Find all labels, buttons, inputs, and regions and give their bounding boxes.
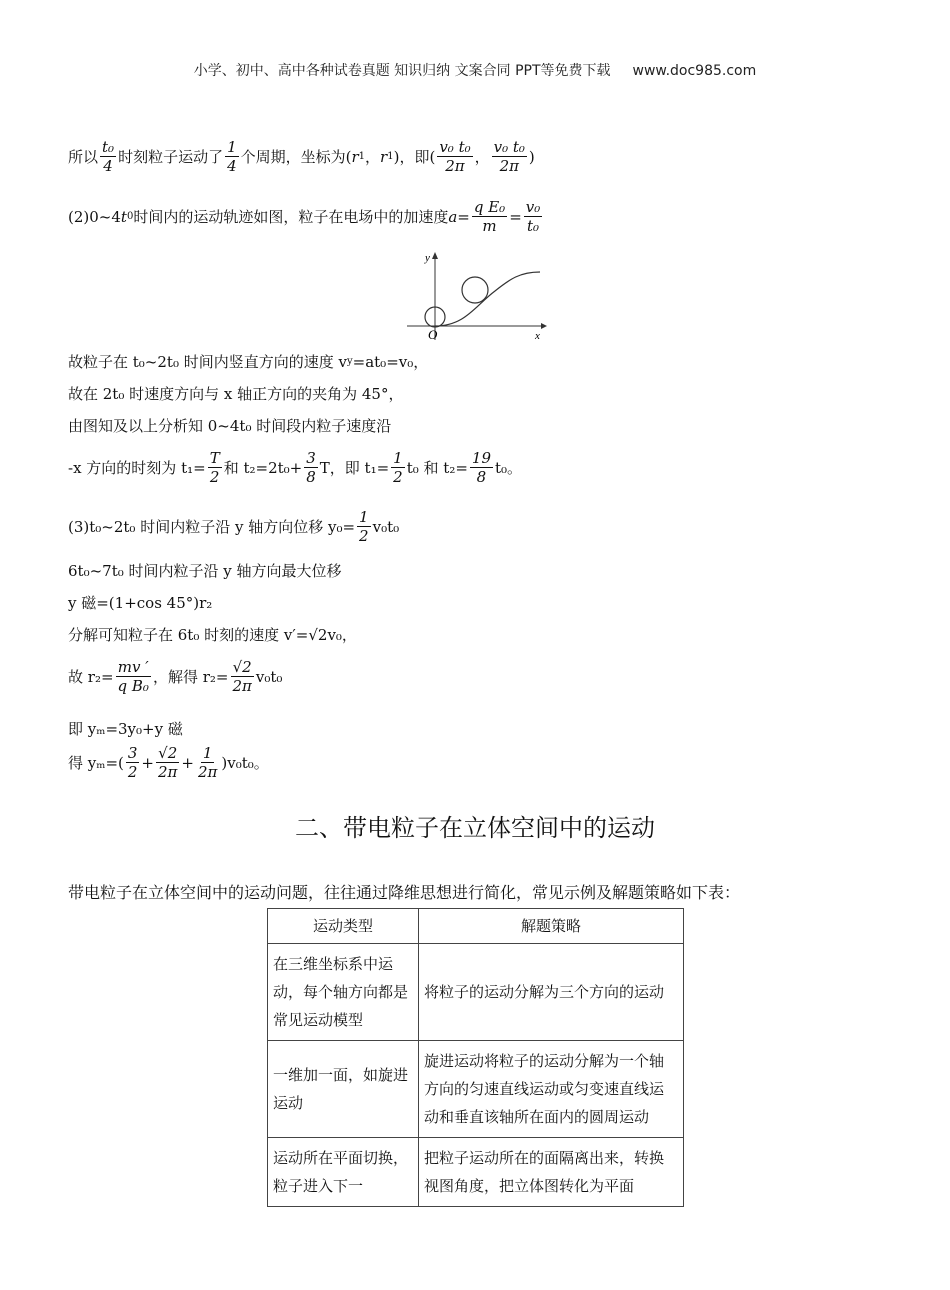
solution-line-3: 故粒子在 t₀~2t₀ 时间内竖直方向的速度 v y =at₀=v₀， — [68, 353, 429, 371]
solution-line-2: (2)0~4 t 0 时间内的运动轨迹如图，粒子在电场中的加速度 a = $\frac{\text{q E₀}}{m}$ = $\frac{\text{v₀}}{\text{t₀}}$ — [68, 198, 541, 235]
section-title: 二、带电粒子在立体空间中的运动 — [295, 814, 655, 842]
trajectory-figure — [405, 246, 550, 342]
trajectory-curve — [435, 272, 540, 326]
y-label: y — [425, 252, 430, 264]
fraction-v0t0-2pi: $\frac{\text{v₀ t₀}}{2\pi}$ — [439, 138, 471, 175]
text: (2)0~4 — [68, 207, 121, 226]
fraction-19-8: $\frac{19}{8}$ — [471, 449, 491, 486]
y-axis-arrow — [432, 252, 438, 259]
fraction-3-2: $\frac{3}{2}$ — [127, 744, 138, 781]
text: 时间内的运动轨迹如图，粒子在电场中的加速度 — [133, 207, 449, 226]
solution-line-10: 分解可知粒子在 6t₀ 时刻的速度 v′=√2v₀， — [68, 626, 357, 644]
table-cell: 旋进运动将粒子的运动分解为一个轴方向的匀速直线运动或匀变速直线运动和垂直该轴所在面内的圆周运动 — [419, 1041, 684, 1138]
header-url[interactable]: www.doc985.com — [632, 63, 757, 79]
table-cell: 在三维坐标系中运动，每个轴方向都是常见运动模型 — [268, 944, 419, 1041]
fraction-t0-4: $\frac{\text{t₀}}{4}$ — [102, 138, 115, 175]
solution-line-5: 由图知及以上分析知 0~4t₀ 时间段内粒子速度沿 — [68, 417, 392, 435]
fraction-sqrt2-2pi: $\frac{√2}{2\pi}$ — [232, 658, 252, 695]
table-row — [268, 1138, 684, 1207]
text: ， — [474, 147, 490, 166]
solution-line-13: 得 yₘ=( $\frac{3}{2}$ + $\frac{√2}{2\pi}$ + $\frac{1}{2\pi}$ )v₀t₀。 — [68, 744, 269, 781]
solution-line-7: (3)t₀~2t₀ 时间内粒子沿 y 轴方向位移 y₀= $\frac{1}{2}$ v₀t₀ — [68, 508, 400, 545]
table-cell: 一维加一面，如旋进运动 — [268, 1041, 419, 1138]
solution-line-4: 故在 2t₀ 时速度方向与 x 轴正方向的夹角为 45°， — [68, 385, 404, 403]
table-header-row — [268, 909, 684, 944]
fraction-v0t0-2pi-2: $\frac{\text{v₀ t₀}}{2\pi}$ — [493, 138, 525, 175]
fraction-v0-t0: $\frac{\text{v₀}}{\text{t₀}}$ — [525, 198, 541, 235]
solution-line-8: 6t₀~7t₀ 时间内粒子沿 y 轴方向最大位移 — [68, 562, 342, 580]
table-header: 解题策略 — [419, 909, 684, 944]
solution-line-6: -x 方向的时刻为 t₁= $\frac{T}{2}$ 和 t₂=2t₀+ $\frac{3}{8}$ T，即 t₁= $\frac{1}{2}$ t₀ 和 t₂= $\frac{19}{8}$ t₀。 — [68, 449, 523, 486]
text: 所以 — [68, 147, 99, 166]
x-label: x — [535, 330, 540, 342]
table-cell: 把粒子运动所在的面隔离出来，转换视图角度，把立体图转化为平面 — [419, 1138, 684, 1207]
fraction-1-4: $\frac{1}{4}$ — [227, 138, 237, 175]
fraction-qE0-m: $\frac{\text{q E₀}}{m}$ — [473, 198, 506, 235]
text: ) — [528, 147, 535, 166]
solution-line-1: 所以 $\frac{\text{t₀}}{4}$ 时刻粒子运动了 $\frac{1}{4}$ 个周期，坐标为( r 1 ， r 1 )，即( $\frac{\text{v₀ t₀}}{2\pi}$ ， $\frac{\text{v₀ t₀}}{2\pi}$ ) — [68, 138, 535, 175]
text: )，即( — [393, 147, 436, 166]
text: 时刻粒子运动了 — [118, 147, 224, 166]
table-row — [268, 1041, 684, 1138]
table-header: 运动类型 — [268, 909, 419, 944]
table-cell: 将粒子的运动分解为三个方向的运动 — [419, 944, 684, 1041]
solution-line-11: 故 r₂= $\frac{mv '}{\text{q B₀}}$ ，解得 r₂= $\frac{√2}{2\pi}$ v₀t₀ — [68, 658, 283, 695]
x-axis-arrow — [541, 323, 547, 329]
table-row — [268, 944, 684, 1041]
origin-label: O — [428, 327, 438, 342]
text: 个周期，坐标为( — [240, 147, 352, 166]
circle-path-2 — [462, 277, 488, 303]
fraction-1-2pi: $\frac{1}{2\pi}$ — [197, 744, 218, 781]
fraction-1-2: $\frac{1}{2}$ — [393, 449, 403, 486]
page-header — [0, 60, 950, 80]
solution-line-9: y 磁=(1+cos 45°)r₂ — [68, 594, 213, 612]
header-text: 小学、初中、高中各种试卷真题 知识归纳 文案合同 PPT等免费下载 — [193, 63, 611, 79]
fraction-1-2-b: $\frac{1}{2}$ — [359, 508, 369, 545]
fraction-mv-qB0: $\frac{mv '}{\text{q B₀}}$ — [117, 658, 149, 695]
text: ， — [365, 147, 381, 166]
fraction-sqrt2-2pi-b: $\frac{√2}{2\pi}$ — [158, 744, 178, 781]
fraction-T-2: $\frac{T}{2}$ — [209, 449, 220, 486]
table-cell: 运动所在平面切换，粒子进入下一 — [268, 1138, 419, 1207]
solution-line-12: 即 yₘ=3y₀+y 磁 — [68, 720, 183, 738]
strategy-table — [267, 908, 684, 1207]
section-intro: 带电粒子在立体空间中的运动问题，往往通过降维思想进行简化，常见示例及解题策略如下表： — [68, 883, 741, 902]
fraction-3-8: $\frac{3}{8}$ — [306, 449, 316, 486]
text: r — [351, 147, 359, 166]
